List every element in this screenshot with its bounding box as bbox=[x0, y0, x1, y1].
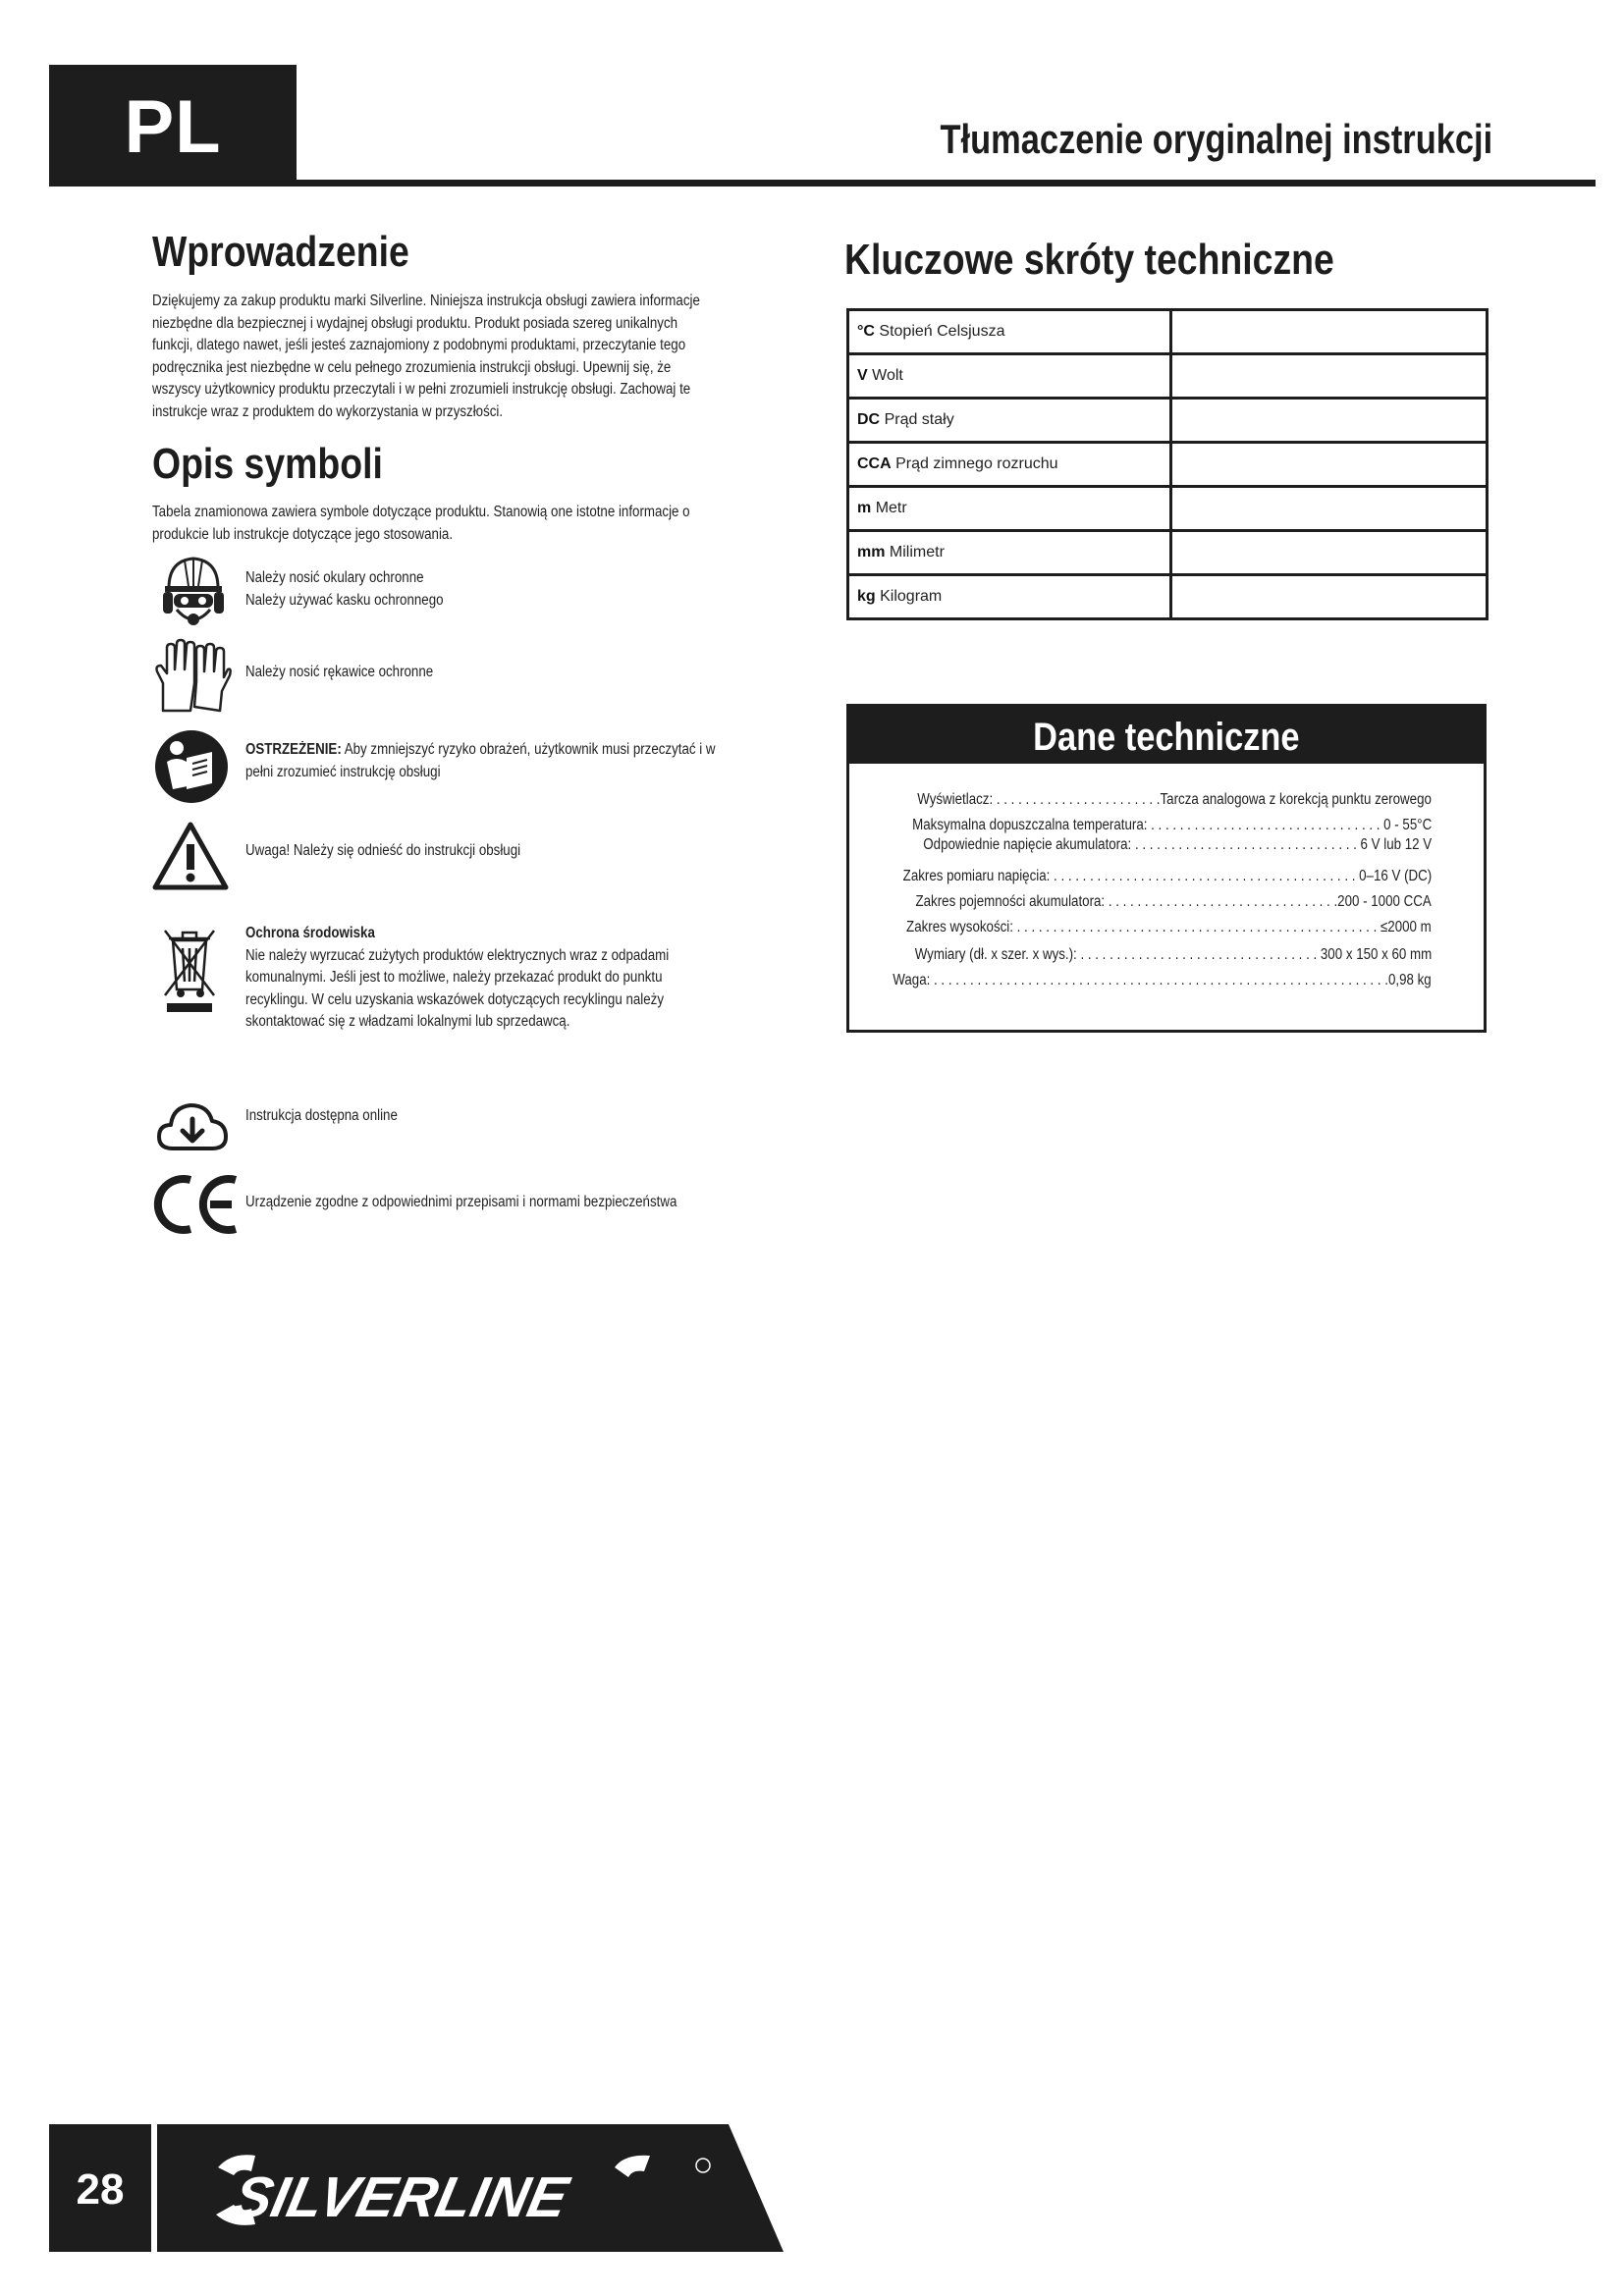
symbol-text bbox=[245, 739, 719, 783]
tech-data-row: Zakres wysokości: . . . . . . . . . . . . . . . . . . . . . . . . . . . . . . . . . . . . . . . . . . . . . . . . . . ≤2000 m bbox=[906, 919, 1432, 935]
table-row bbox=[848, 531, 1488, 575]
tech-data-heading bbox=[849, 707, 1484, 764]
empty-cell bbox=[1171, 443, 1488, 487]
tech-data-heading-text: Dane techniczne bbox=[1033, 716, 1300, 759]
table-row bbox=[848, 443, 1488, 487]
page-number: 28 bbox=[76, 2165, 125, 2214]
warning-triangle-icon bbox=[151, 821, 230, 891]
abbr-text: Wolt bbox=[872, 367, 903, 384]
empty-cell bbox=[1171, 487, 1488, 531]
tech-data-row: Wymiary (dł. x szer. x wys.): . . . . . . . . . . . . . . . . . . . . . . . . . . . . . . . . . 300 x 150 x 60 mm bbox=[914, 946, 1432, 963]
ce-mark-icon bbox=[153, 1174, 242, 1235]
warning-label: OSTRZEŻENIE: bbox=[245, 741, 342, 758]
abbr-text: Stopień Celsjusza bbox=[879, 323, 1005, 340]
footer-separator bbox=[151, 2124, 157, 2252]
abbr-cell bbox=[848, 443, 1171, 487]
empty-cell bbox=[1171, 575, 1488, 619]
intro-line: Dziękujemy za zakup produktu marki Silverline. Niniejsza instrukcja obsługi zawiera informacje bbox=[152, 293, 700, 309]
empty-cell bbox=[1171, 310, 1488, 354]
symbol-text bbox=[245, 662, 719, 684]
symbol-text-line: recyklingu. W celu uzyskania wskazówek dotyczących recyklingu należy bbox=[245, 990, 664, 1008]
intro-line: funkcji, dlatego nawet, jeśli jesteś zaznajomiony z podobnymi produktami, przeczytanie tego bbox=[152, 337, 686, 353]
tech-data-row: Zakres pomiaru napięcia: . . . . . . . . . . . . . . . . . . . . . . . . . . . . . . . . . . . . . . . . . . 0–16 V (DC) bbox=[902, 868, 1432, 884]
safety-gear-icon bbox=[155, 553, 232, 631]
table-row bbox=[848, 487, 1488, 531]
weee-bin-icon bbox=[161, 925, 218, 1015]
abbr-key: kg bbox=[857, 588, 876, 605]
cloud-download-icon bbox=[155, 1097, 230, 1154]
tech-data-row: Maksymalna dopuszczalna temperatura: . . . . . . . . . . . . . . . . . . . . . . . . . . . . . . . . 0 - 55°C bbox=[911, 817, 1432, 833]
header-rule bbox=[49, 180, 1596, 187]
intro-line: podręcznika jest niezbędne w celu pełnego zrozumienia instrukcji obsługi. Upewnij się, że bbox=[152, 358, 672, 376]
abbr-text: Milimetr bbox=[889, 544, 945, 561]
symbol-text-line: Uwaga! Należy się odnieść do instrukcji obsługi bbox=[245, 842, 521, 859]
empty-cell bbox=[1171, 399, 1488, 443]
intro-line: instrukcje wraz z produktem do wykorzystania w przyszłości. bbox=[152, 402, 504, 420]
abbr-key: °C bbox=[857, 323, 875, 340]
intro-paragraph bbox=[152, 291, 727, 423]
symbol-text-line bbox=[245, 739, 719, 762]
gloves-icon bbox=[153, 638, 232, 715]
abbr-text: Metr bbox=[875, 500, 907, 516]
read-manual-icon bbox=[153, 728, 230, 805]
table-row bbox=[848, 354, 1488, 399]
abbr-key: m bbox=[857, 500, 872, 516]
abbr-cell bbox=[848, 487, 1171, 531]
symbols-intro bbox=[152, 502, 727, 546]
symbol-text bbox=[245, 1105, 719, 1128]
abbr-cell bbox=[848, 575, 1171, 619]
abbr-cell bbox=[848, 399, 1171, 443]
symbol-text-line: Urządzenie zgodne z odpowiednimi przepisami i normami bezpieczeństwa bbox=[245, 1194, 677, 1210]
abbr-cell bbox=[848, 354, 1171, 399]
symbol-text-line: skontaktować się z władzami lokalnymi lub sprzedawcą. bbox=[245, 1013, 570, 1030]
symbol-text bbox=[245, 567, 719, 612]
symbol-text-line: Należy nosić okulary ochronne bbox=[245, 569, 424, 586]
symbol-text bbox=[245, 840, 719, 863]
symbol-text-line: Należy używać kasku ochronnego bbox=[245, 591, 444, 609]
silverline-logo bbox=[212, 2146, 723, 2236]
table-row bbox=[848, 399, 1488, 443]
abbr-key: mm bbox=[857, 544, 886, 561]
abbr-key: DC bbox=[857, 411, 881, 428]
header-title: Tłumaczenie oryginalnej instrukcji bbox=[940, 116, 1492, 162]
symbol-text-line: Instrukcja dostępna online bbox=[245, 1107, 398, 1124]
symbol-text-line: pełni zrozumieć instrukcję obsługi bbox=[245, 763, 441, 780]
abbr-key: V bbox=[857, 367, 868, 384]
abbr-cell bbox=[848, 310, 1171, 354]
empty-cell bbox=[1171, 354, 1488, 399]
table-row bbox=[848, 575, 1488, 619]
silverline-logo-lettering: SILVERLINE bbox=[227, 2165, 573, 2229]
symbol-text-line: komunalnymi. Jeśli jest to możliwe, należy przekazać produkt do punktu bbox=[245, 969, 663, 986]
symbol-text-line: Należy nosić rękawice ochronne bbox=[245, 664, 434, 680]
environment-title: Ochrona środowiska bbox=[245, 925, 375, 941]
tech-data-row: Zakres pojemności akumulatora: . . . . . . . . . . . . . . . . . . . . . . . . . . . . . . . .200 - 1000 CCA bbox=[915, 893, 1432, 910]
symbol-text bbox=[245, 923, 719, 1034]
symbol-text bbox=[245, 1192, 719, 1214]
language-code: PL bbox=[124, 85, 222, 169]
symbol-text-span: Aby zmniejszyć ryzyko obrażeń, użytkownik musi przeczytać i w bbox=[341, 741, 716, 758]
abbreviations-table bbox=[846, 308, 1489, 620]
intro-heading: Wprowadzenie bbox=[152, 228, 409, 276]
abbreviations-heading: Kluczowe skróty techniczne bbox=[844, 236, 1334, 284]
abbr-cell bbox=[848, 531, 1171, 575]
abbr-text: Kilogram bbox=[880, 588, 943, 605]
intro-line: niezbędne dla bezpiecznej i wydajnej obsługi produktu. Produkt posiada szereg unikalnych bbox=[152, 314, 678, 332]
tech-data-row: Wyświetlacz: . . . . . . . . . . . . . . . . . . . . . . .Tarcza analogowa z korekcją punktu zerowego bbox=[917, 791, 1432, 808]
tech-data-row: Odpowiednie napięcie akumulatora: . . . . . . . . . . . . . . . . . . . . . . . . . . . . . . . 6 V lub 12 V bbox=[923, 836, 1432, 853]
abbr-text: Prąd stały bbox=[884, 411, 954, 428]
tech-data-row: Waga: . . . . . . . . . . . . . . . . . . . . . . . . . . . . . . . . . . . . . . . . . . . . . . . . . . . . . . . . . . . . . . .0,98 kg bbox=[893, 972, 1432, 988]
empty-cell bbox=[1171, 531, 1488, 575]
table-row bbox=[848, 310, 1488, 354]
symbol-text-line: Nie należy wyrzucać zużytych produktów elektrycznych wraz z odpadami bbox=[245, 946, 670, 964]
symbols-heading: Opis symboli bbox=[152, 440, 383, 488]
intro-line: wszyscy użytkownicy produktu przeczytali i w pełni zrozumieli instrukcję obsługi. Zachowaj te bbox=[152, 381, 691, 398]
abbr-text: Prąd zimnego rozruchu bbox=[895, 455, 1058, 472]
symbols-intro-line: Tabela znamionowa zawiera symbole dotyczące produktu. Stanowią one istotne informacje o bbox=[152, 504, 690, 520]
abbr-key: CCA bbox=[857, 455, 892, 472]
symbols-intro-line: produkcie lub instrukcje dotyczące jego stosowania. bbox=[152, 525, 454, 543]
